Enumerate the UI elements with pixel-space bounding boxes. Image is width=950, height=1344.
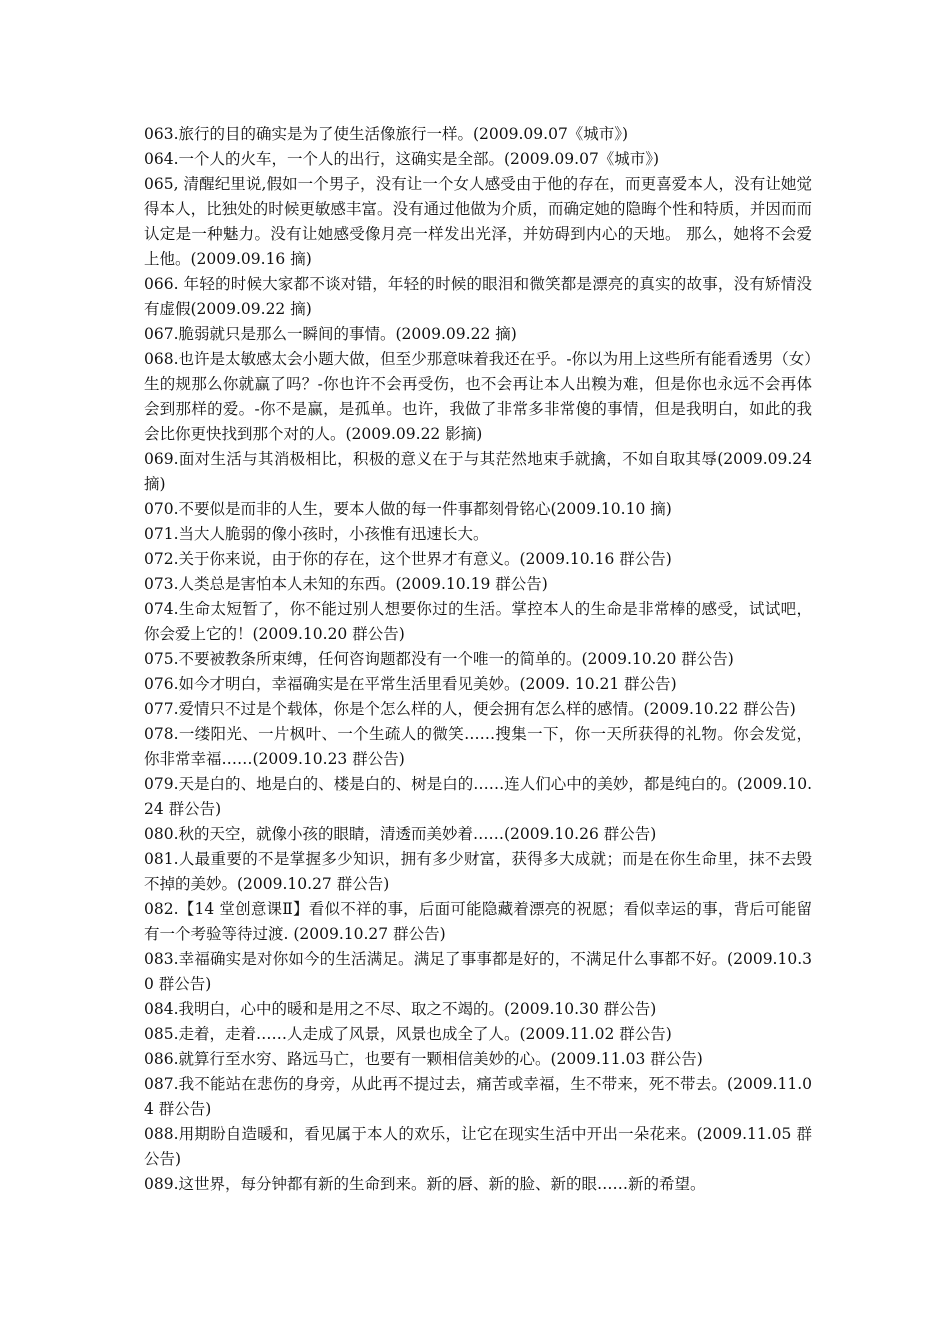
entry-069: 069.面对生活与其消极相比，积极的意义在于与其茫然地束手就擒，不如自取其辱(2009.09.24 摘) <box>144 450 812 493</box>
entry-067: 067.脆弱就只是那么一瞬间的事情。(2009.09.22 摘) <box>144 325 517 343</box>
entry-064: 064.一个人的火车，一个人的出行，这确实是全部。(2009.09.07《城市》) <box>144 150 660 168</box>
entry-080: 080.秋的天空，就像小孩的眼睛，清透而美妙着……(2009.10.26 群公告) <box>144 825 657 843</box>
entry-081: 081.人最重要的不是掌握多少知识，拥有多少财富，获得多大成就；而是在你生命里，抹不去毁不掉的美妙。(2009.10.27 群公告) <box>144 850 812 893</box>
entry-077: 077.爱情只不过是个载体，你是个怎么样的人，便会拥有怎么样的感情。(2009.10.22 群公告) <box>144 700 796 718</box>
entry-074: 074.生命太短暂了，你不能过别人想要你过的生活。掌控本人的生命是非常棒的感受，试试吧，你会爱上它的！(2009.10.20 群公告) <box>144 600 812 643</box>
entry-072: 072.关于你来说，由于你的存在，这个世界才有意义。(2009.10.16 群公告) <box>144 550 672 568</box>
document-body <box>144 122 812 1197</box>
entry-063: 063.旅行的目的确实是为了使生活像旅行一样。(2009.09.07《城市》) <box>144 125 629 143</box>
entry-066: 066. 年轻的时候大家都不谈对错，年轻的时候的眼泪和微笑都是漂亮的真实的故事，没有矫情没有虚假(2009.09.22 摘) <box>144 275 812 318</box>
entry-083: 083.幸福确实是对你如今的生活满足。满足了事事都是好的，不满足什么事都不好。(2009.10.30 群公告) <box>144 950 812 993</box>
entry-065: 065, 清醒纪里说,假如一个男子，没有让一个女人感受由于他的存在，而更喜爱本人，没有让她觉得本人，比独处的时候更敏感丰富。没有通过他做为介质，而确定她的隐晦个性和特质，并因而而认定是一种魅力。没有让她感受像月亮一样发出光泽，并妨碍到内心的天地。 那么，她将不会爱上他。(2009.09.16 摘) <box>144 175 812 268</box>
entry-068: 068.也许是太敏感太会小题大做，但至少那意味着我还在乎。-你以为用上这些所有能看透男（女）生的规那么你就赢了吗？-你也许不会再受伤，也不会再让本人出糗为难，但是你也永远不会再体会到那样的爱。-你不是赢，是孤单。也许，我做了非常多非常傻的事情，但是我明白，如此的我会比你更快找到那个对的人。(2009.09.22 影摘) <box>144 350 812 443</box>
entry-088: 088.用期盼自造暖和，看见属于本人的欢乐，让它在现实生活中开出一朵花来。(2009.11.05 群公告) <box>144 1125 812 1168</box>
entry-087: 087.我不能站在悲伤的身旁，从此再不提过去，痛苦或幸福，生不带来，死不带去。(2009.11.04 群公告) <box>144 1075 812 1118</box>
entry-075: 075.不要被教条所束缚，任何咨询题都没有一个唯一的简单的。(2009.10.20 群公告) <box>144 650 734 668</box>
entry-086: 086.就算行至水穷、路远马亡，也要有一颗相信美妙的心。(2009.11.03 群公告) <box>144 1050 703 1068</box>
entry-070: 070.不要似是而非的人生，要本人做的每一件事都刻骨铭心(2009.10.10 摘) <box>144 500 672 518</box>
entry-076: 076.如今才明白，幸福确实是在平常生活里看见美妙。(2009. 10.21 群公告) <box>144 675 677 693</box>
entry-089: 089.这世界，每分钟都有新的生命到来。新的唇、新的脸、新的眼……新的希望。 <box>144 1175 706 1193</box>
entry-071: 071.当大人脆弱的像小孩时，小孩惟有迅速长大。 <box>144 525 489 543</box>
entry-078: 078.一缕阳光、一片枫叶、一个生疏人的微笑……搜集一下，你一天所获得的礼物。你会发觉，你非常幸福……(2009.10.23 群公告) <box>144 725 812 768</box>
entry-082: 082.【14 堂创意课Ⅱ】看似不祥的事，后面可能隐藏着漂亮的祝愿；看似幸运的事，背后可能留有一个考验等待过渡. (2009.10.27 群公告) <box>144 900 812 943</box>
entry-073: 073.人类总是害怕本人未知的东西。(2009.10.19 群公告) <box>144 575 548 593</box>
entry-079: 079.天是白的、地是白的、楼是白的、树是白的……连人们心中的美妙，都是纯白的。(2009.10.24 群公告) <box>144 775 812 818</box>
entry-084: 084.我明白，心中的暖和是用之不尽、取之不竭的。(2009.10.30 群公告) <box>144 1000 657 1018</box>
entry-085: 085.走着，走着……人走成了风景，风景也成全了人。(2009.11.02 群公告) <box>144 1025 672 1043</box>
